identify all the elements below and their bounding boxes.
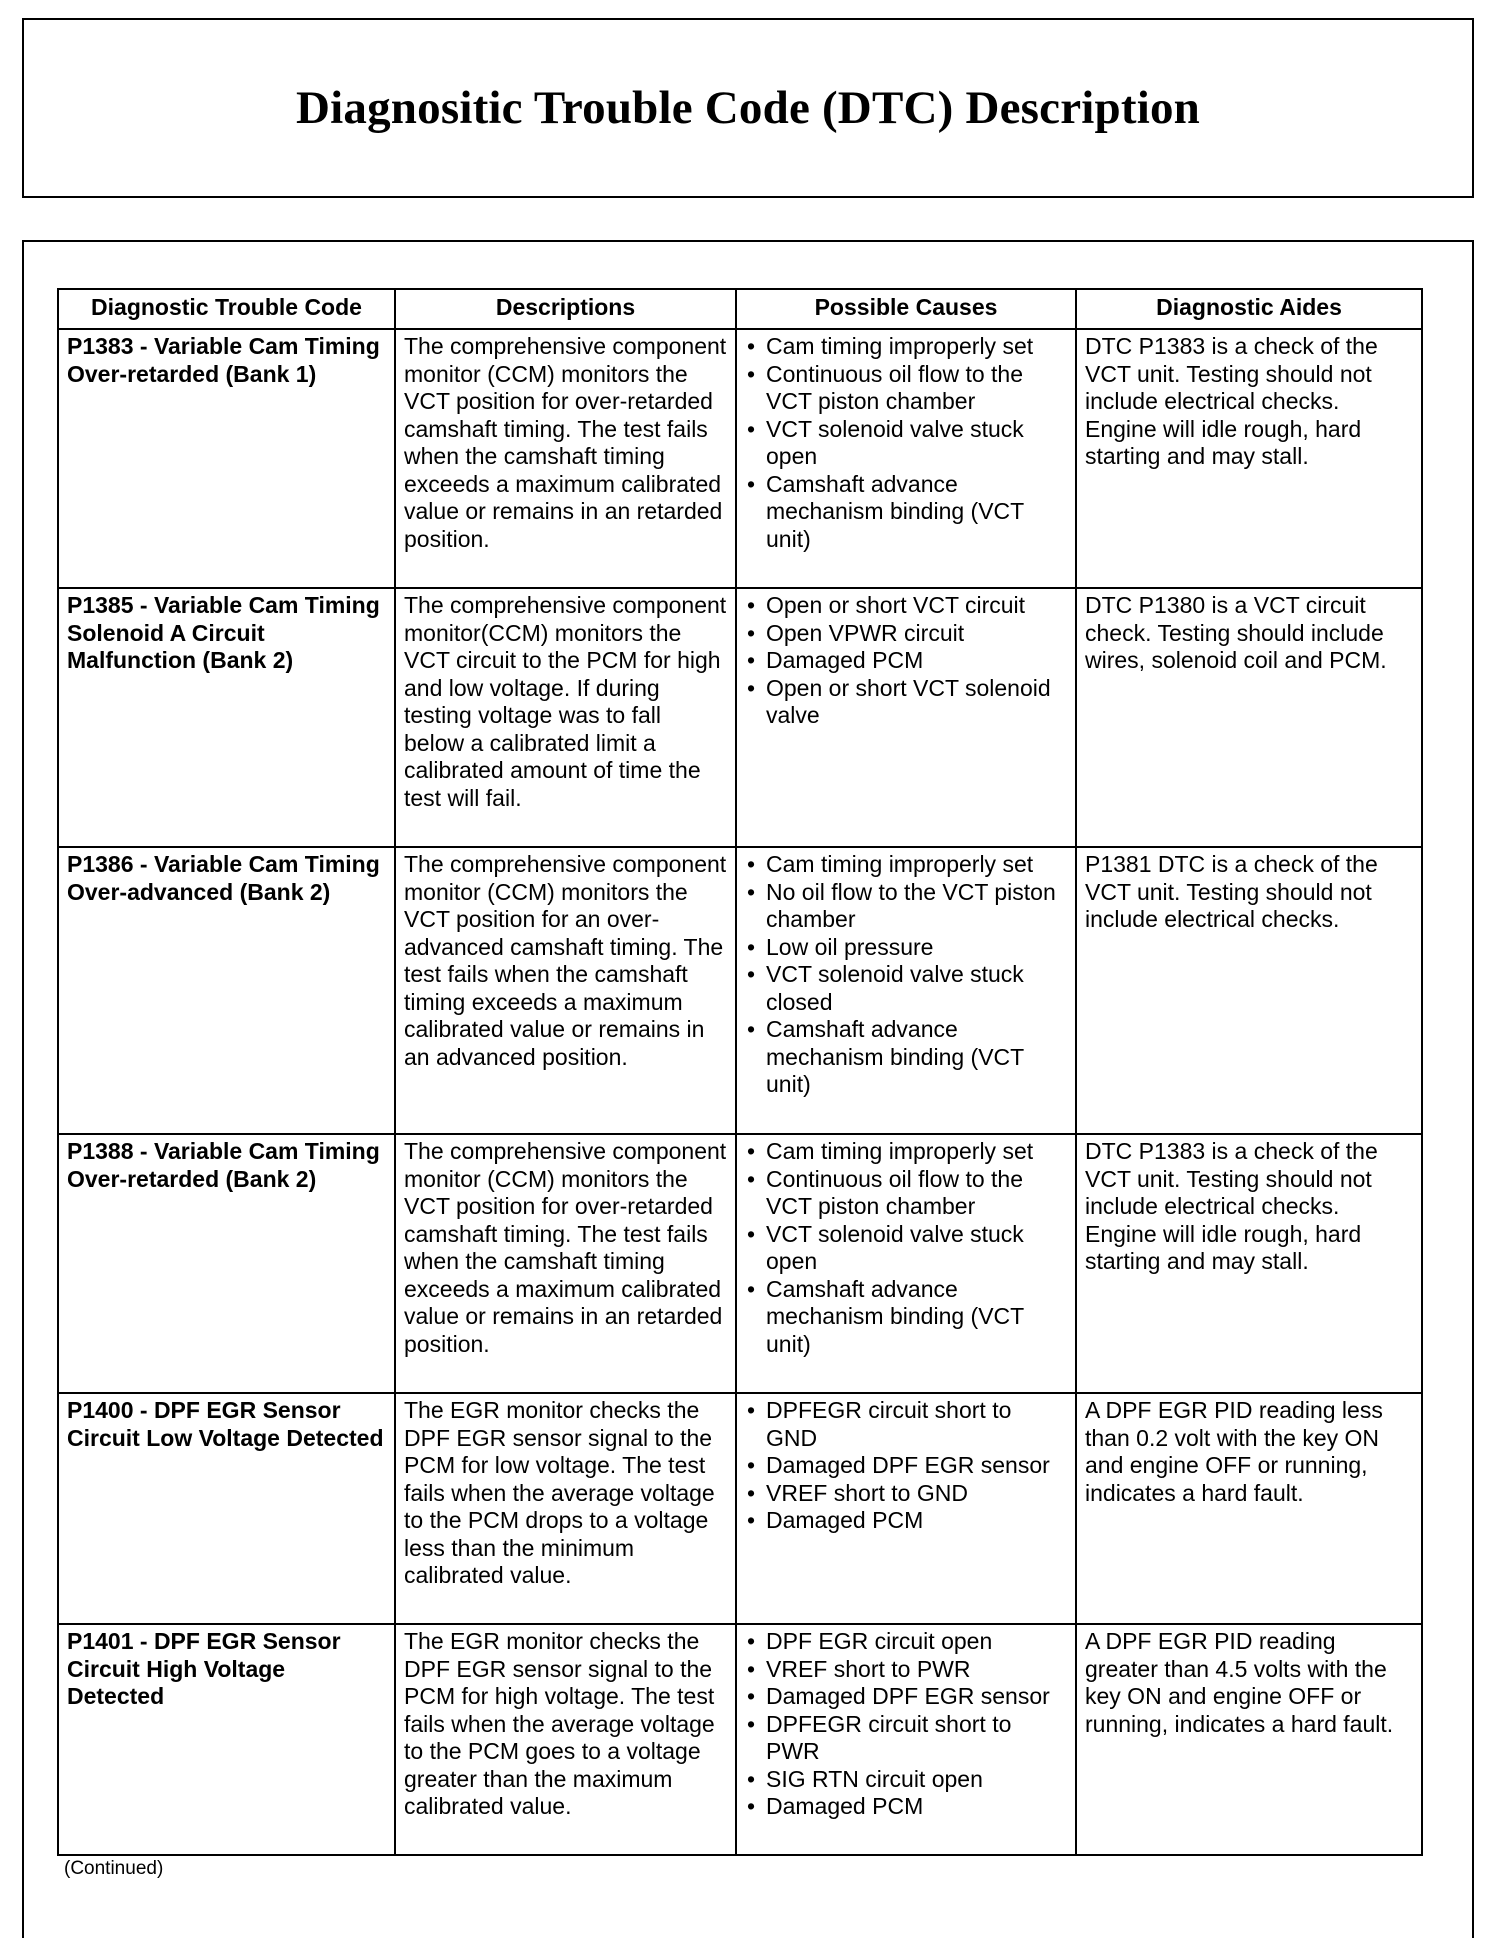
dtc-causes [736,588,1076,847]
dtc-aides: P1381 DTC is a check of the VCT unit. Testing should not include electrical checks. [1076,847,1422,1134]
cause-item: • No oil flow to the VCT piston chamber [747,878,1056,932]
bullet-icon: • [747,619,756,646]
cause-item: • DPF EGR circuit open [747,1628,993,1654]
bullet-icon: • [747,1765,756,1792]
cause-item: • Continuous oil flow to the VCT piston chamber [747,360,1023,414]
bullet-icon: • [747,1397,756,1423]
table-header-row [58,289,1422,329]
cause-item: • Open or short VCT circuit [747,592,1026,618]
table-row [58,588,1422,847]
page-title: Diagnositic Trouble Code (DTC) Description [295,82,1201,134]
bullet-icon: • [747,1507,756,1533]
bullet-icon: • [747,360,756,387]
dtc-code: P1400 - DPF EGR Sensor Circuit Low Voltage Detected [58,1393,395,1624]
cause-item: • VREF short to GND [747,1479,968,1506]
continued-note: (Continued) [64,1858,164,1879]
dtc-code: P1383 - Variable Cam Timing Over-retarded (Bank 1) [58,329,395,588]
cause-item: • Cam timing improperly set [747,333,1034,359]
bullet-icon: • [747,1452,756,1478]
bullet-icon: • [747,933,756,960]
bullet-icon: • [747,961,756,987]
title-box [22,18,1474,198]
header-possible-causes: Possible Causes [736,289,1076,329]
table-row [58,329,1422,588]
dtc-description: The comprehensive component monitor (CCM) monitors the VCT position for over-retarded camshaft timing. The test fails when the camshaft timing exceeds a maximum calibrated value or remains in an retarded position. [395,329,736,588]
table-row [58,1134,1422,1393]
dtc-aides: A DPF EGR PID reading less than 0.2 volt with the key ON and engine OFF or running, indicates a hard fault. [1076,1393,1422,1624]
dtc-causes [736,1624,1076,1855]
cause-item: • Damaged PCM [747,647,924,673]
dtc-causes [736,1393,1076,1624]
cause-item: • VREF short to PWR [747,1655,971,1682]
bullet-icon: • [747,878,756,905]
cause-item: • VCT solenoid valve stuck closed [747,961,1024,1015]
bullet-icon: • [747,333,756,359]
bullet-icon: • [747,1275,756,1302]
bullet-icon: • [747,1138,756,1164]
cause-item: • VCT solenoid valve stuck open [747,415,1024,469]
bullet-icon: • [747,1793,756,1819]
cause-item: • Open VPWR circuit [747,619,965,646]
dtc-code: P1401 - DPF EGR Sensor Circuit High Voltage Detected [58,1624,395,1855]
bullet-icon: • [747,415,756,442]
table-row [58,1624,1422,1855]
cause-item: • SIG RTN circuit open [747,1765,983,1792]
table-row [58,847,1422,1134]
cause-item: • VCT solenoid valve stuck open [747,1220,1024,1274]
bullet-icon: • [747,470,756,497]
cause-item: • Camshaft advance mechanism binding (VCT unit) [747,1016,1024,1097]
header-code: Diagnostic Trouble Code [58,289,395,329]
bullet-icon: • [747,1016,756,1042]
cause-item: • DPFEGR circuit short to PWR [747,1710,1012,1764]
cause-item: • Damaged DPF EGR sensor [747,1683,1050,1709]
bullet-icon: • [747,1710,756,1737]
dtc-description: The EGR monitor checks the DPF EGR sensor signal to the PCM for low voltage. The test fails when the average voltage to the PCM drops to a voltage less than the minimum calibrated value. [395,1393,736,1624]
header-descriptions: Descriptions [395,289,736,329]
dtc-description: The comprehensive component monitor (CCM) monitors the VCT position for an over-advanced camshaft timing. The test fails when the camshaft timing exceeds a maximum calibrated value or remains in an advanced position. [395,847,736,1134]
header-diagnostic-aides: Diagnostic Aides [1076,289,1422,329]
dtc-causes [736,329,1076,588]
bullet-icon: • [747,1479,756,1506]
bullet-icon: • [747,1165,756,1192]
bullet-icon: • [747,1220,756,1247]
bullet-icon: • [747,592,756,618]
dtc-description: The comprehensive component monitor(CCM) monitors the VCT circuit to the PCM for high and low voltage. If during testing voltage was to fall below a calibrated limit a calibrated amount of time the test will fail. [395,588,736,847]
cause-item: • Cam timing improperly set [747,1138,1034,1164]
cause-item: • Damaged PCM [747,1507,924,1533]
cause-item: • Damaged DPF EGR sensor [747,1452,1050,1478]
cause-item: • Damaged PCM [747,1793,924,1819]
bullet-icon: • [747,1683,756,1709]
dtc-table [57,288,1423,1856]
cause-item: • Open or short VCT solenoid valve [747,674,1051,728]
dtc-code: P1386 - Variable Cam Timing Over-advanced (Bank 2) [58,847,395,1134]
table-row [58,1393,1422,1624]
cause-item: • Continuous oil flow to the VCT piston chamber [747,1165,1023,1219]
dtc-causes [736,1134,1076,1393]
dtc-causes [736,847,1076,1134]
dtc-aides: DTC P1383 is a check of the VCT unit. Testing should not include electrical checks. Engine will idle rough, hard starting and may stall. [1076,329,1422,588]
bullet-icon: • [747,1655,756,1682]
bullet-icon: • [747,851,756,877]
bullet-icon: • [747,647,756,673]
cause-item: • Cam timing improperly set [747,851,1034,877]
dtc-description: The comprehensive component monitor (CCM) monitors the VCT position for over-retarded camshaft timing. The test fails when the camshaft timing exceeds a maximum calibrated value or remains in an retarded position. [395,1134,736,1393]
bullet-icon: • [747,1628,756,1654]
cause-item: • Camshaft advance mechanism binding (VCT unit) [747,470,1024,552]
cause-item: • Camshaft advance mechanism binding (VCT unit) [747,1275,1024,1357]
dtc-code: P1388 - Variable Cam Timing Over-retarded (Bank 2) [58,1134,395,1393]
dtc-aides: A DPF EGR PID reading greater than 4.5 volts with the key ON and engine OFF or running, indicates a hard fault. [1076,1624,1422,1855]
cause-item: • Low oil pressure [747,933,934,960]
cause-item: • DPFEGR circuit short to GND [747,1397,1012,1451]
dtc-code: P1385 - Variable Cam Timing Solenoid A Circuit Malfunction (Bank 2) [58,588,395,847]
dtc-description: The EGR monitor checks the DPF EGR sensor signal to the PCM for high voltage. The test fails when the average voltage to the PCM goes to a voltage greater than the maximum calibrated value. [395,1624,736,1855]
dtc-aides: DTC P1380 is a VCT circuit check. Testing should include wires, solenoid coil and PCM. [1076,588,1422,847]
bullet-icon: • [747,674,756,701]
dtc-aides: DTC P1383 is a check of the VCT unit. Testing should not include electrical checks. Engine will idle rough, hard starting and may stall. [1076,1134,1422,1393]
content-box [22,240,1474,1938]
